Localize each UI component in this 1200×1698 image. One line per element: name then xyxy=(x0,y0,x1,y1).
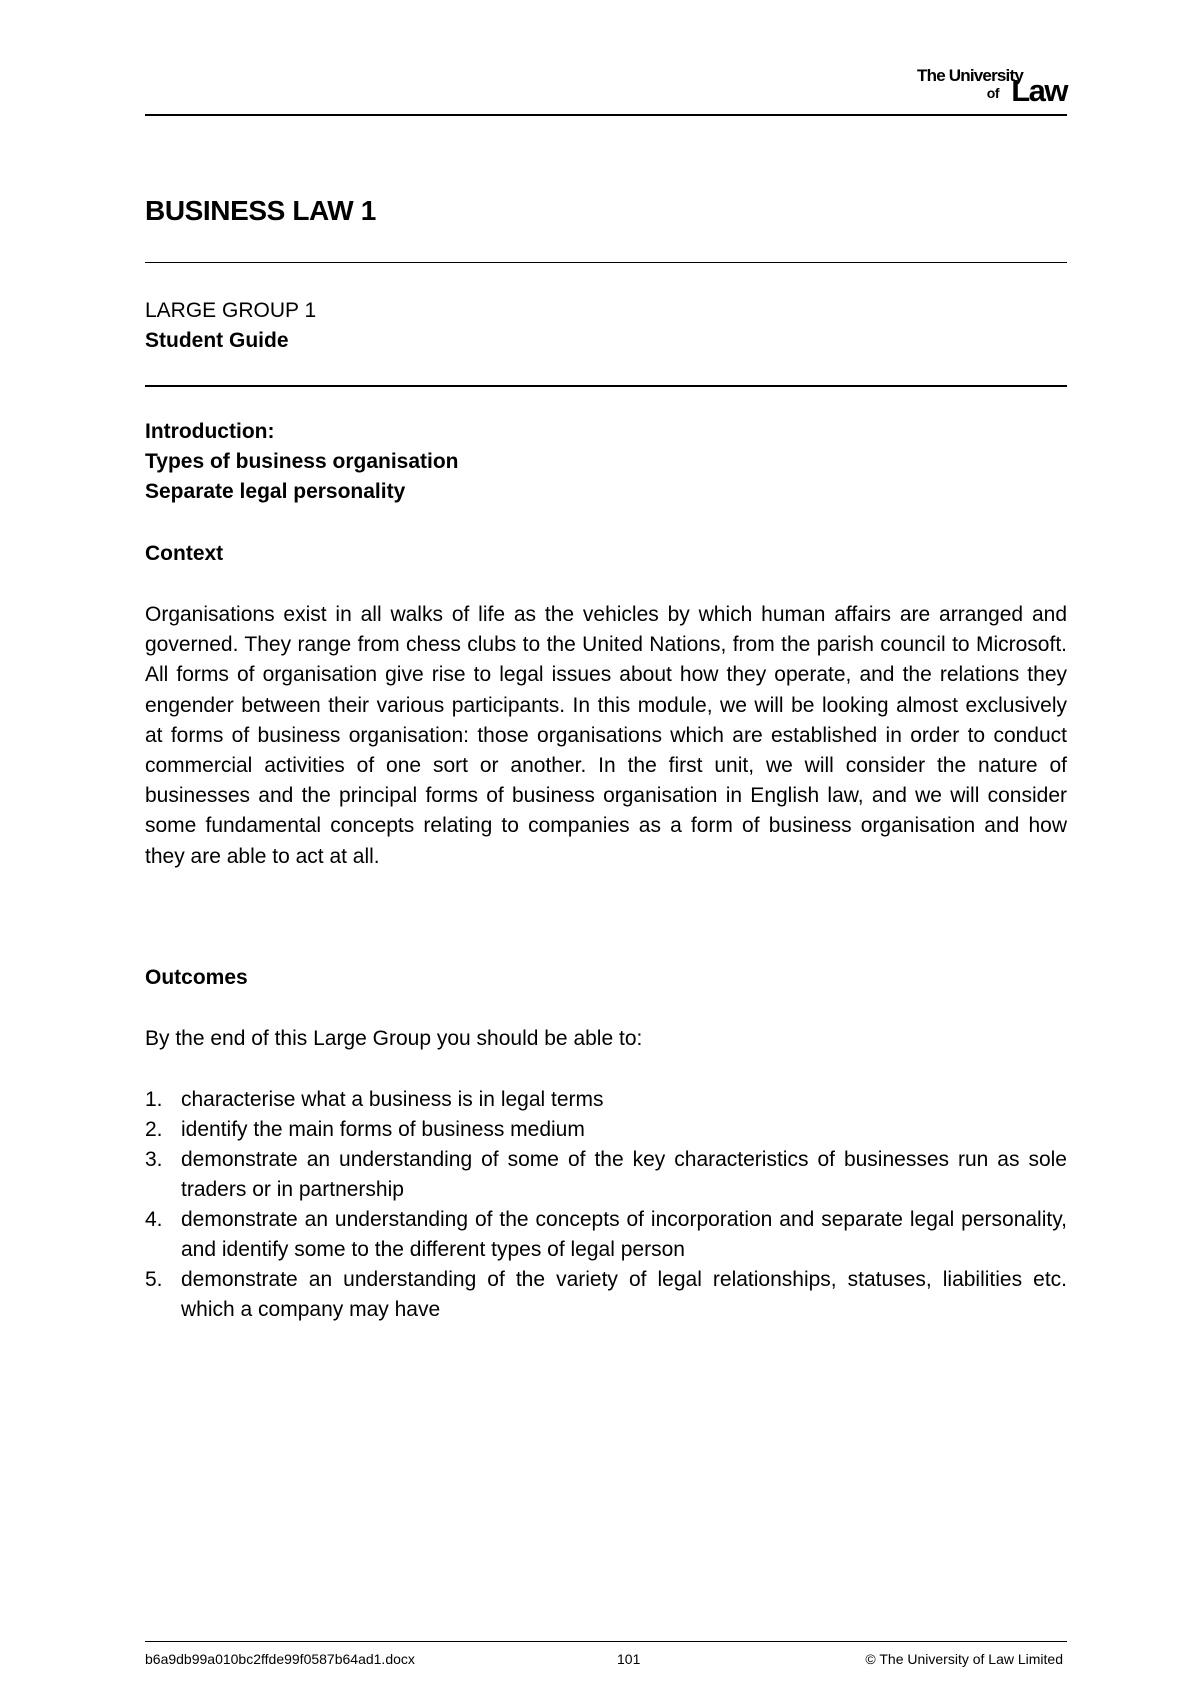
session-label: LARGE GROUP 1 xyxy=(145,299,317,322)
university-logo xyxy=(857,66,1067,106)
list-item-text: demonstrate an understanding of the concepts of incorporation and separate legal personality, and identify some to the different types of legal person xyxy=(181,1208,1067,1261)
list-item-text: characterise what a business is in legal terms xyxy=(181,1088,604,1111)
outcomes-intro: By the end of this Large Group you should be able to: xyxy=(145,1027,643,1050)
list-item-number: 2. xyxy=(145,1118,163,1141)
footer-filename: b6a9db99a010bc2ffde99f0587b64ad1.docx xyxy=(145,1651,415,1667)
list-item-text: demonstrate an understanding of the variety of legal relationships, statuses, liabilities etc. which a company may have xyxy=(181,1268,1067,1321)
list-item-text: demonstrate an understanding of some of the key characteristics of businesses run as sole traders or in partnership xyxy=(181,1148,1067,1201)
introduction-label: Introduction: xyxy=(145,420,275,443)
document-title: BUSINESS LAW 1 xyxy=(145,195,376,226)
session-info xyxy=(145,296,1067,356)
footer-page-number: 101 xyxy=(617,1651,641,1667)
section-rule xyxy=(145,385,1067,387)
list-item xyxy=(145,1115,1067,1145)
logo-law: Law xyxy=(1011,73,1067,108)
list-item-text: identify the main forms of business medium xyxy=(181,1118,585,1141)
footer-copyright: © The University of Law Limited xyxy=(865,1651,1063,1667)
list-item xyxy=(145,1205,1067,1265)
list-item-number: 4. xyxy=(145,1208,163,1231)
outcomes-list xyxy=(145,1085,1067,1325)
context-heading: Context xyxy=(145,542,224,565)
title-rule xyxy=(145,262,1067,263)
list-item xyxy=(145,1145,1067,1205)
logo-of: of xyxy=(986,85,999,101)
guide-label: Student Guide xyxy=(145,329,289,352)
introduction-topic-1: Types of business organisation xyxy=(145,450,459,473)
list-item xyxy=(145,1265,1067,1325)
outcomes-heading: Outcomes xyxy=(145,966,248,989)
list-item-number: 3. xyxy=(145,1148,163,1171)
list-item-number: 1. xyxy=(145,1088,163,1111)
context-paragraph: Organisations exist in all walks of life as the vehicles by which human affairs are arranged and governed. They range from chess clubs to the United Nations, from the parish council to Microsoft. All forms of organisation give rise to legal issues about how they operate, and the relations they engender between their various participants. In this module, we will be looking almost exclusively at forms of business organisation: those organisations which are established in order to conduct commercial activities of one sort or another. In the first unit, we will consider the nature of businesses and the principal forms of business organisation in English law, and we will consider some fundamental concepts relating to companies as a form of business organisation and how they are able to act at all. xyxy=(145,603,1067,868)
list-item xyxy=(145,1085,1067,1115)
logo-line1: The University xyxy=(917,66,1023,85)
header-rule xyxy=(145,114,1067,116)
footer-rule xyxy=(145,1641,1067,1642)
list-item-number: 5. xyxy=(145,1268,163,1291)
introduction-block xyxy=(145,417,1067,507)
introduction-topic-2: Separate legal personality xyxy=(145,480,406,503)
